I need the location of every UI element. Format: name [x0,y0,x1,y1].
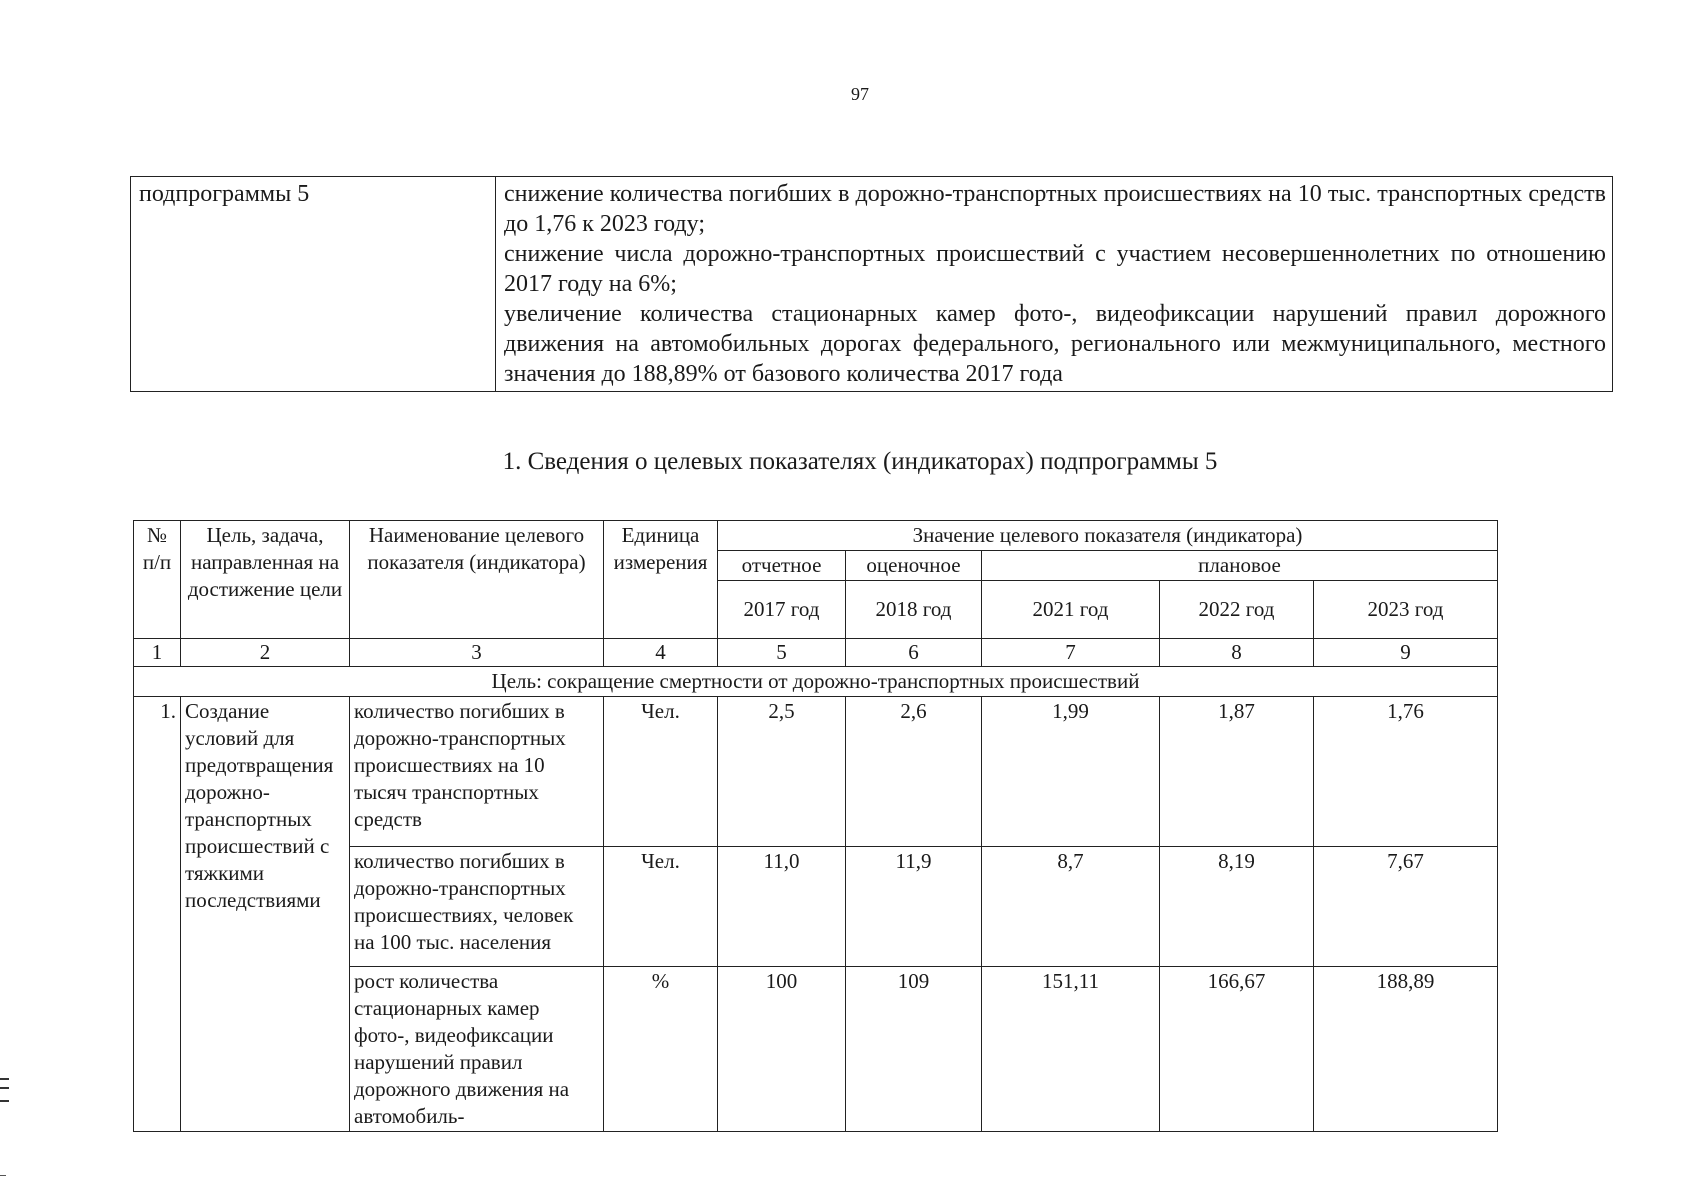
column-number: 8 [1160,639,1314,667]
margin-mark [0,1078,9,1102]
column-number: 3 [350,639,604,667]
table-row [134,697,1498,847]
column-number: 1 [134,639,181,667]
margin-tick [0,1175,6,1176]
value-2021: 1,99 [982,697,1160,847]
column-number: 2 [181,639,350,667]
indicator-name: количество погибших в дорожно-транспортных происшествиях, человек на 100 тыс. населения [350,847,604,967]
column-number: 9 [1314,639,1498,667]
goal-row [134,667,1498,697]
value-2018: 2,6 [846,697,982,847]
header-year-2023: 2023 год [1314,581,1498,639]
header-value-group: Значение целевого показателя (индикатора) [718,521,1498,551]
subprogram-results-row [131,177,1613,392]
column-number: 6 [846,639,982,667]
target-indicators-table [133,520,1498,1132]
header-indicator: Наименование целевого показателя (индикатора) [350,521,604,639]
task-cell: Создание условий для предотвращения дорожно-транспортных происшествий с тяжкими последствиями [181,697,350,1132]
value-2017: 100 [718,967,846,1132]
header-year-2022: 2022 год [1160,581,1314,639]
expected-results-cell [496,177,1613,392]
column-number: 4 [604,639,718,667]
value-2021: 8,7 [982,847,1160,967]
subprogram-results-table [130,176,1613,392]
section-title: 1. Сведения о целевых показателях (индикаторах) подпрограммы 5 [502,448,1218,475]
subprogram-label: подпрограммы 5 [131,177,496,392]
header-year-2017: 2017 год [718,581,846,639]
column-number: 7 [982,639,1160,667]
page-number: 97 [851,84,869,104]
unit-cell: Чел. [604,847,718,967]
header-num: № п/п [134,521,181,639]
goal-text: Цель: сокращение смертности от дорожно-транспортных происшествий [134,667,1498,697]
value-2021: 151,11 [982,967,1160,1132]
value-2018: 11,9 [846,847,982,967]
expected-result-3: увеличение количества стационарных камер фото-, видеофиксации нарушений правил дорожного движения на автомобильных дорогах федерального, регионального или межмуниципального, местного значения до 188,89% от базового количества 2017 года [504,301,1606,387]
header-estimated: оценочное [846,551,982,581]
value-2022: 8,19 [1160,847,1314,967]
header-unit: Единица измерения [604,521,718,639]
value-2018: 109 [846,967,982,1132]
value-2023: 188,89 [1314,967,1498,1132]
header-year-2021: 2021 год [982,581,1160,639]
value-2022: 1,87 [1160,697,1314,847]
header-row-1 [134,521,1498,551]
expected-result-1: снижение количества погибших в дорожно-транспортных происшествиях на 10 тыс. транспортных средств до 1,76 к 2023 году; [504,181,1606,237]
value-2023: 7,67 [1314,847,1498,967]
indicator-name: рост количества стационарных камер фото-, видеофиксации нарушений правил дорожного движения на автомобиль- [350,967,604,1132]
column-number: 5 [718,639,846,667]
header-year-2018: 2018 год [846,581,982,639]
value-2017: 11,0 [718,847,846,967]
unit-cell: % [604,967,718,1132]
indicator-name: количество погибших в дорожно-транспортных происшествиях на 10 тысяч транспортных средств [350,697,604,847]
unit-cell: Чел. [604,697,718,847]
header-goal: Цель, задача, направленная на достижение цели [181,521,350,639]
header-reported: отчетное [718,551,846,581]
value-2022: 166,67 [1160,967,1314,1132]
value-2023: 1,76 [1314,697,1498,847]
row-number: 1. [134,697,181,1132]
value-2017: 2,5 [718,697,846,847]
column-number-row [134,639,1498,667]
expected-result-2: снижение числа дорожно-транспортных происшествий с участием несовершеннолетних по отношению 2017 году на 6%; [504,241,1606,297]
header-planned: плановое [982,551,1498,581]
